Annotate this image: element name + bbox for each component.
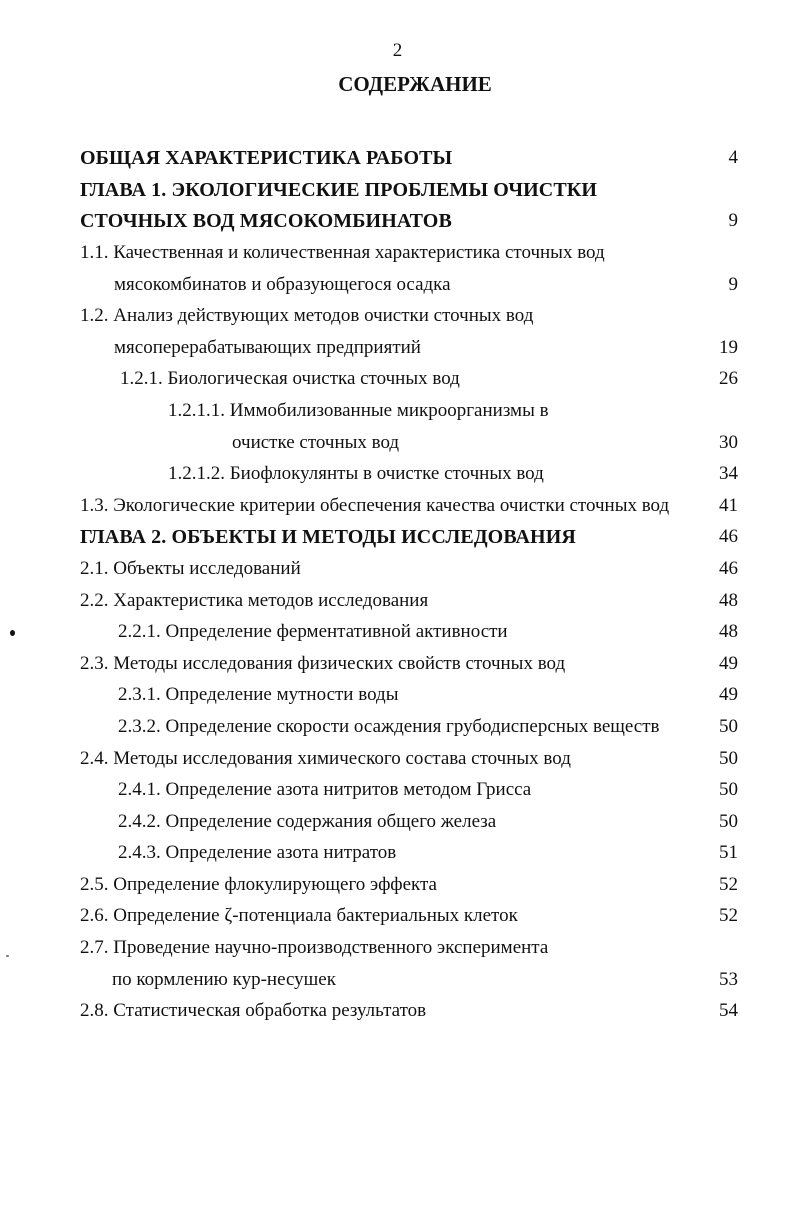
- toc-entry-title: 2.5. Определение флокулирующего эффекта: [80, 874, 437, 895]
- toc-entry: [80, 271, 738, 299]
- toc-entry: [80, 934, 738, 962]
- toc-entry: [80, 555, 738, 583]
- toc-entry-page: 9: [728, 274, 738, 295]
- toc-entry-page: 52: [719, 905, 738, 926]
- toc-entry-page: 50: [719, 748, 738, 769]
- toc-entry-page: 19: [719, 337, 738, 358]
- toc-entry-page: 49: [719, 684, 738, 705]
- toc-entry: [80, 176, 738, 204]
- toc-entry-title: мясоперерабатывающих предприятий: [114, 337, 421, 358]
- toc-entry: [80, 871, 738, 899]
- toc-entry: [80, 966, 738, 994]
- toc-entry-title: 2.2.1. Определение ферментативной активности: [118, 621, 508, 642]
- toc-entry: [80, 587, 738, 615]
- toc-entry: [80, 144, 738, 172]
- toc-entry: [80, 650, 738, 678]
- toc-entry-title: по кормлению кур-несушек: [112, 969, 336, 990]
- toc-entry-title: 1.2.1. Биологическая очистка сточных вод: [120, 368, 460, 389]
- toc-entry-page: 48: [719, 590, 738, 611]
- toc-entry: [80, 239, 738, 267]
- toc-entry-title: мясокомбинатов и образующегося осадка: [114, 274, 451, 295]
- toc-entry: [80, 997, 738, 1025]
- toc-entry-title: 1.2.1.1. Иммобилизованные микроорганизмы в: [168, 400, 549, 421]
- toc-entry-page: 30: [719, 432, 738, 453]
- toc-entry-title: 2.1. Объекты исследований: [80, 558, 301, 579]
- toc-entry-page: 49: [719, 653, 738, 674]
- toc-entry: [80, 745, 738, 773]
- toc-entry-page: 52: [719, 874, 738, 895]
- toc-entry-title: 2.4.2. Определение содержания общего железа: [118, 811, 497, 832]
- toc-entry-page: 46: [719, 558, 738, 579]
- toc-entry-page: 53: [719, 969, 738, 990]
- toc-entry-title: 1.1. Качественная и количественная характеристика сточных вод: [80, 242, 605, 263]
- toc-entry-title: 1.2. Анализ действующих методов очистки сточных вод: [80, 305, 534, 326]
- toc-entry-page: 51: [719, 842, 738, 863]
- toc-entry-title: 2.3. Методы исследования физических свойств сточных вод: [80, 653, 566, 674]
- toc-entry-title: 2.3.2. Определение скорости осаждения грубодисперсных веществ: [118, 716, 660, 737]
- toc-entry-title: очистке сточных вод: [232, 432, 400, 453]
- toc-entry-page: 4: [728, 147, 738, 168]
- page-title: СОДЕРЖАНИЕ: [338, 72, 492, 96]
- toc-entry-title: 2.2. Характеристика методов исследования: [80, 590, 429, 611]
- toc-entry: [80, 334, 738, 362]
- toc-entry: [80, 207, 738, 235]
- toc-entry-title: 2.4. Методы исследования химического состава сточных вод: [80, 748, 571, 769]
- toc-entry: [80, 839, 738, 867]
- toc-entry-title: 1.3. Экологические критерии обеспечения качества очистки сточных вод: [80, 495, 670, 516]
- toc-entry-title: 2.8. Статистическая обработка результатов: [80, 1000, 427, 1021]
- toc-entry-title: 2.4.3. Определение азота нитратов: [118, 842, 397, 863]
- toc-entry: [80, 776, 738, 804]
- toc-entry: [80, 681, 738, 709]
- toc-entry: [80, 523, 738, 551]
- toc-entry-title: ГЛАВА 2. ОБЪЕКТЫ И МЕТОДЫ ИССЛЕДОВАНИЯ: [80, 526, 576, 548]
- toc-entry-page: 26: [719, 368, 738, 389]
- toc-entry-title: 2.4.1. Определение азота нитритов методом Грисса: [118, 779, 532, 800]
- toc-entry: [80, 618, 738, 646]
- toc-entry: [80, 365, 738, 393]
- toc-entry: [80, 902, 738, 930]
- toc-entry-title: 2.6. Определение ζ-потенциала бактериальных клеток: [80, 905, 518, 926]
- toc-entry-title: ОБЩАЯ ХАРАКТЕРИСТИКА РАБОТЫ: [80, 147, 453, 169]
- toc-entry: [80, 429, 738, 457]
- toc-entry: [80, 713, 738, 741]
- toc-entry-page: 9: [728, 210, 738, 231]
- toc-entry-title: СТОЧНЫХ ВОД МЯСОКОМБИНАТОВ: [80, 210, 452, 232]
- toc-entry-title: ГЛАВА 1. ЭКОЛОГИЧЕСКИЕ ПРОБЛЕМЫ ОЧИСТКИ: [80, 179, 598, 201]
- toc-entry: [80, 492, 738, 520]
- toc-entry-page: 48: [719, 621, 738, 642]
- toc-entry-title: 1.2.1.2. Биофлокулянты в очистке сточных вод: [168, 463, 544, 484]
- scan-speck: [6, 955, 9, 957]
- toc-entry-page: 54: [719, 1000, 738, 1021]
- toc-entry-page: 50: [719, 779, 738, 800]
- scan-speck: [10, 630, 15, 636]
- page-number: 2: [392, 40, 403, 61]
- toc-entry-page: 41: [719, 495, 738, 516]
- toc-entry: [80, 397, 738, 425]
- toc-entry: [80, 808, 738, 836]
- toc-entry: [80, 460, 738, 488]
- toc-entry-page: 50: [719, 811, 738, 832]
- toc-entry-title: 2.7. Проведение научно-производственного эксперимента: [80, 937, 549, 958]
- toc-entry-page: 50: [719, 716, 738, 737]
- toc-entry-page: 34: [719, 463, 738, 484]
- toc-entry: [80, 302, 738, 330]
- toc-entry-title: 2.3.1. Определение мутности воды: [118, 684, 399, 705]
- toc-entry-page: 46: [719, 526, 738, 547]
